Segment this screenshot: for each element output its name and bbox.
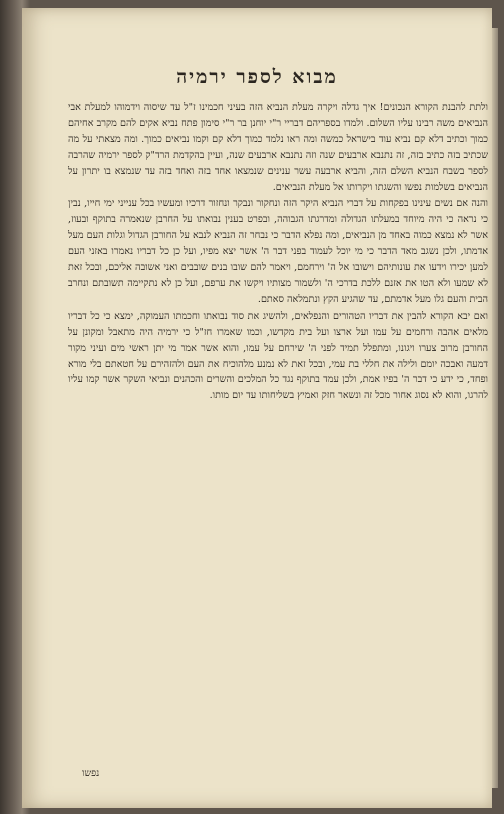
paragraph-3: ואם יבא הקורא להבין את דבריו הטהורים והנפלאים, ולהשיג את סוד נבואתו וחכמתו העמוקה, ימצא כי כל דבריו מלאים אהבה ורחמים על עמו ועל ארצו ועל בית מקדשו, וכמו שאמרו חז"ל כי ירמיה היה מתאבל ומקונן על החורבן מרוב צערו ויגונו, ומתפלל תמיד לפני ה' שירחם על עמו, והוא אשר אמר מי יתן ראשי מים ועיני מקור דמעה ואבכה יומם ולילה את חללי בת עמי, ובכל זאת לא נמנע מלהוכיח את העם ולהזהירם על חטאתם בלי מורא ופחד, כי ידע כי דבר ה' בפיו אמת, ולכן עמד בתוקף נגד כל המלכים והשרים והכהנים ונביאי השקר אשר קמו עליו להרגו, והוא לא נסוג אחור מכל זה ונשאר חזק ואמיץ בשליחותו עד יום מותו.: [68, 310, 488, 402]
catchword: נפשו: [82, 768, 100, 779]
paragraph-1: ולתת להבנת הקורא הנכונים! איך גדלה ויקרה מעלת הנביא הזה בעיני חכמינו ז"ל עד שיסוה וידמוהו למעלת אבי הנביאים משה רבינו עליו השלום. ולמדו בספריהם דבריי ר"י יוחנן בר ר"י סימון פתח נביא אקים להם מקרב אחיהם כמוך וכתיב דלא קם נביא עוד בישראל כמשה ומה ראו נלמד כמוך דלא קם וקמו נביאים כמוך. ומה מצאתי על מה שכתיב בזה כתיב בזה, זה נתנבא ארבעים שנה וזה נתנבא ארבעים שנה, ועיין בהקדמת הרד"ק לספר ירמיה שהרבה לספר בשבח הנביא השלם הזה, והביא ארבעה עשר ענינים שנמצאו אחד בזה ואחד בזה עד שנמצא בו יתרון על הנביאים בשלמות נפשו והשגתו ויקרותו אל מעלת הנביאים.: [68, 102, 488, 193]
paragraph-2: והנה אם נשים עינינו בפקחות על דברי הנביא היקר הזה ונחקור ונבקר ונחזור דרכיו ומעשיו בכל ענייני ימי חייו, נבין כי נראה כי היה מיוחד במעלתו הגדולה ומדרגתו הגבוהה, ובפרט בענין נבואתו על החרבן שנאמרה בתוקף ובעוז, אשר לא נמצא כמוה באחד מן הנביאים, ומה נפלא הדבר כי נבחר זה הנביא לנבא על החורבן הגדול וגלות העם מעל אדמתו, ולכן נשגב מאד הדבר כי מי יוכל לעמוד בפני דבר ה' אשר יצא מפיו, ועל כן כל דבריו נאמרו באזני העם למען יכירו וידעו את עונותיהם וישובו אל ה' וירחמם, ויאמר להם שובו בנים שובבים ואני אשובה אליכם, ובכל זאת לא שמעו ולא הטו את אזנם ללכת בדרכי ה' ולשמור מצותיו ויקשו את ערפם, ועל כן לא נתקיימה תשובתם ונחרב הבית והעם גלו מעל אדמתם, עד שהגיע הקץ ונתמלאה סאתם.: [68, 198, 488, 305]
page-title: מבוא לספר ירמיה: [176, 66, 338, 88]
body-text: [68, 100, 488, 404]
book-page: [22, 8, 492, 808]
